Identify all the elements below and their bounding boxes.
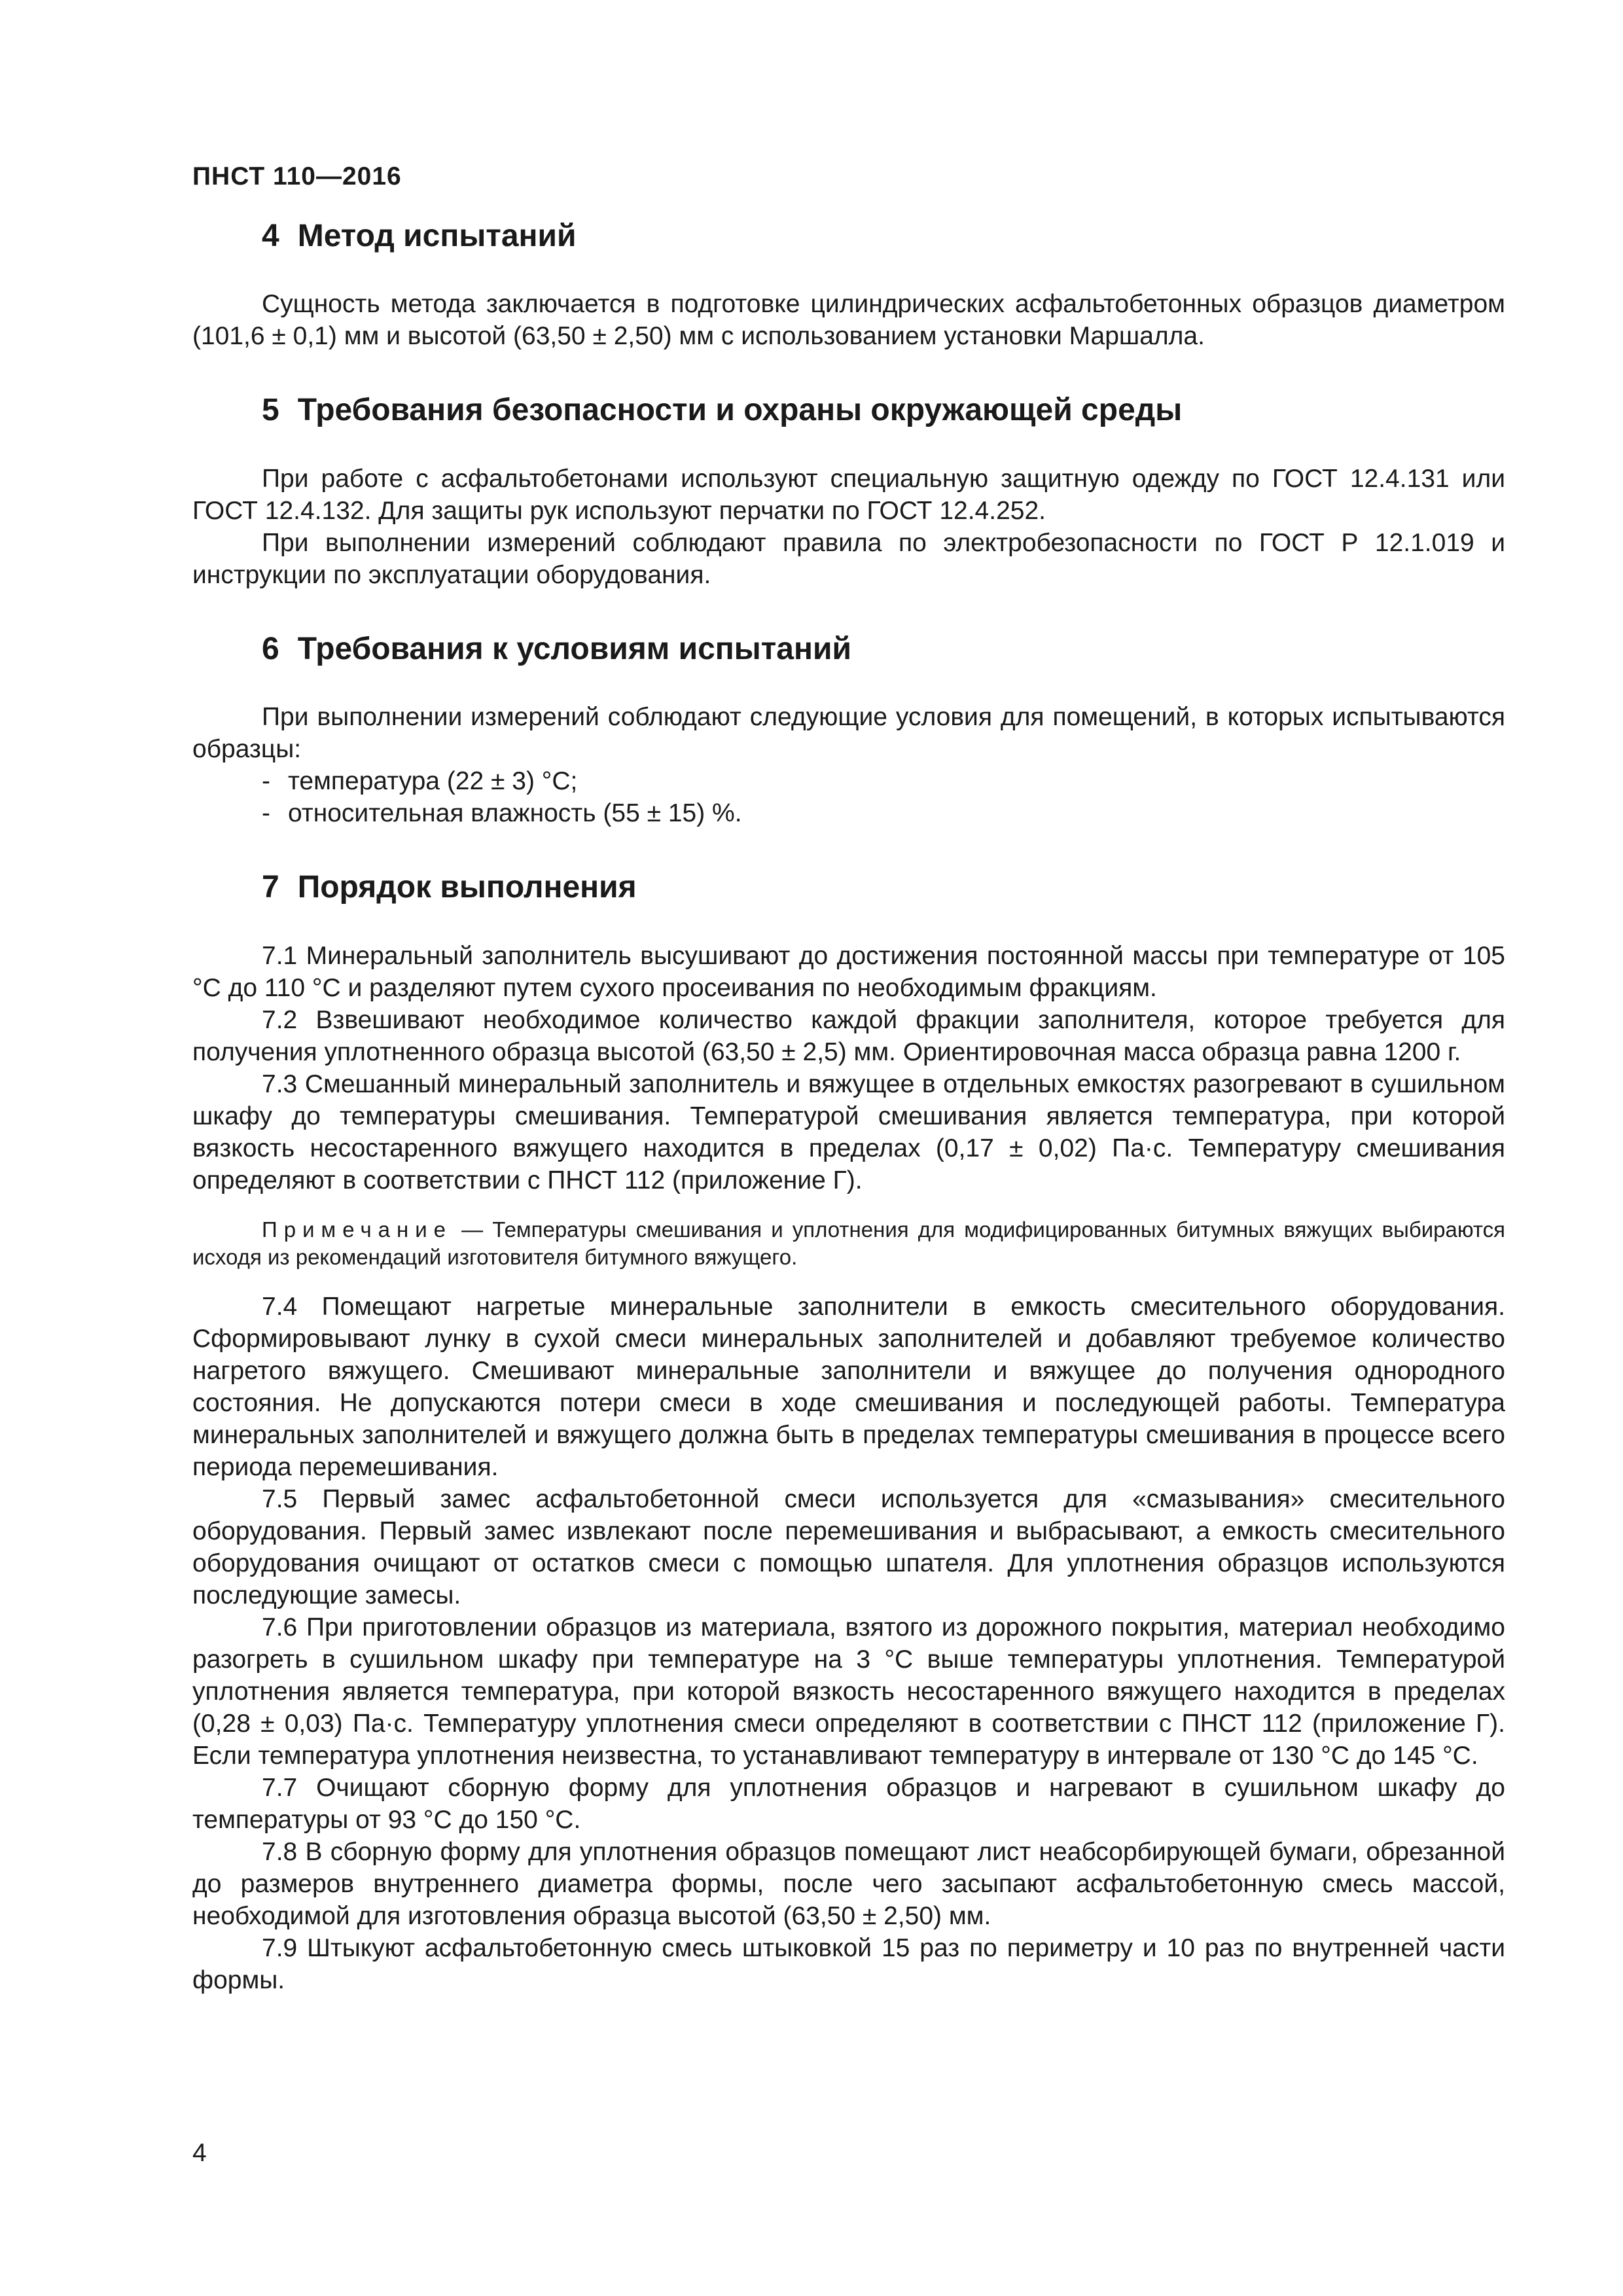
paragraph: 7.7 Очищают сборную форму для уплотнения образцов и нагревают в сушильном шкафу до температуры от 93 °С до 150 °С. bbox=[192, 1773, 1505, 1834]
paragraph: При выполнении измерений соблюдают правила по электробезопасности по ГОСТ Р 12.1.019 и инструкции по эксплуатации оборудования. bbox=[192, 528, 1505, 589]
section-heading bbox=[192, 390, 1505, 431]
section-5 bbox=[192, 390, 1505, 590]
list-item bbox=[192, 797, 1505, 829]
paragraph: При работе с асфальтобетонами используют специальную защитную одежду по ГОСТ 12.4.131 или ГОСТ 12.4.132. Для защиты рук используют перчатки по ГОСТ 12.4.252. bbox=[192, 464, 1505, 525]
section-6 bbox=[192, 629, 1505, 829]
note bbox=[192, 1216, 1505, 1271]
paragraph: Сущность метода заключается в подготовке цилиндрических асфальтобетонных образцов диаметром (101,6 ± 0,1) мм и высотой (63,50 ± 2,50) мм с использованием установки Маршалла. bbox=[192, 290, 1505, 351]
section-title: Порядок выполнения bbox=[297, 870, 637, 905]
section-heading bbox=[192, 216, 1505, 257]
list-item-text: относительная влажность (55 ± 15) %. bbox=[288, 799, 742, 828]
section-title: Требования к условиям испытаний bbox=[297, 631, 851, 666]
paragraph: 7.6 При приготовлении образцов из материала, взятого из дорожного покрытия, материал необходимо разогреть в сушильном шкафу при температуре на 3 °С выше температуры уплотнения. Температурой уплотнения является температура, при которой вязкость несостаренного вяжущего находится в пределах (0,28 ± 0,03) Па·с. Температуру уплотнения смеси определяют в соответствии с ПНСТ 112 (приложение Г). Если температура уплотнения неизвестна, то устанавливают температуру в интервале от 130 °С до 145 °С. bbox=[192, 1613, 1505, 1770]
paragraph: 7.4 Помещают нагретые минеральные заполнители в емкость смесительного оборудования. Сформировывают лунку в сухой смеси минеральных заполнителей и добавляют требуемое количество нагретого вяжущего. Смешивают минеральные заполнители и вяжущее до получения однородного состояния. Не допускаются потери смеси в ходе смешивания и последующей работы. Температура минеральных заполнителей и вяжущего должна быть в пределах температуры смешивания в процессе всего периода перемешивания. bbox=[192, 1292, 1505, 1481]
list-item bbox=[192, 765, 1505, 797]
section-number: 5 bbox=[262, 393, 279, 428]
section-number: 7 bbox=[262, 870, 279, 905]
section-4 bbox=[192, 216, 1505, 352]
paragraph: 7.8 В сборную форму для уплотнения образцов помещают лист неабсорбирующей бумаги, обрезанной до размеров внутреннего диаметра формы, после чего засыпают асфальтобетонную смесь массой, необходимой для изготовления образца высотой (63,50 ± 2,50) мм. bbox=[192, 1837, 1505, 1930]
document-code: ПНСТ 110—2016 bbox=[192, 162, 402, 190]
paragraph: 7.1 Минеральный заполнитель высушивают до достижения постоянной массы при температуре от 105 °С до 110 °С и разделяют путем сухого просеивания по необходимым фракциям. bbox=[192, 941, 1505, 1002]
list-dash: - bbox=[262, 767, 270, 796]
section-heading bbox=[192, 629, 1505, 670]
paragraph: 7.9 Штыкуют асфальтобетонную смесь штыковкой 15 раз по периметру и 10 раз по внутренней части формы. bbox=[192, 1933, 1505, 1994]
list-dash: - bbox=[262, 799, 270, 828]
section-heading bbox=[192, 867, 1505, 908]
section-7 bbox=[192, 867, 1505, 1996]
section-number: 6 bbox=[262, 631, 279, 666]
paragraph: 7.2 Взвешивают необходимое количество каждой фракции заполнителя, которое требуется для получения уплотненного образца высотой (63,50 ± 2,5) мм. Ориентировочная масса образца равна 1200 г. bbox=[192, 1005, 1505, 1066]
note-text: — Температуры смешивания и уплотнения для модифицированных битумных вяжущих выбираются исходя из рекомендаций изготовителя битумного вяжущего. bbox=[192, 1217, 1505, 1269]
list-item-text: температура (22 ± 3) °С; bbox=[288, 767, 578, 796]
paragraph: 7.3 Смешанный минеральный заполнитель и вяжущее в отдельных емкостях разогревают в сушильном шкафу до температуры смешивания. Температурой смешивания является температура, при которой вязкость несостаренного вяжущего находится в пределах (0,17 ± 0,02) Па·с. Температуру смешивания определяют в соответствии с ПНСТ 112 (приложение Г). bbox=[192, 1069, 1505, 1194]
section-title: Метод испытаний bbox=[297, 219, 577, 253]
note-label: Примечание bbox=[262, 1217, 453, 1242]
section-number: 4 bbox=[262, 219, 279, 253]
page-number: 4 bbox=[192, 2139, 207, 2167]
section-title: Требования безопасности и охраны окружающей среды bbox=[297, 393, 1183, 428]
paragraph: При выполнении измерений соблюдают следующие условия для помещений, в которых испытываются образцы: bbox=[192, 703, 1505, 764]
document-body bbox=[192, 216, 1505, 2034]
paragraph: 7.5 Первый замес асфальтобетонной смеси используется для «смазывания» смесительного оборудования. Первый замес извлекают после перемешивания и выбрасывают, а емкость смесительного оборудования очищают от остатков смеси с помощью шпателя. Для уплотнения образцов используются последующие замесы. bbox=[192, 1484, 1505, 1609]
